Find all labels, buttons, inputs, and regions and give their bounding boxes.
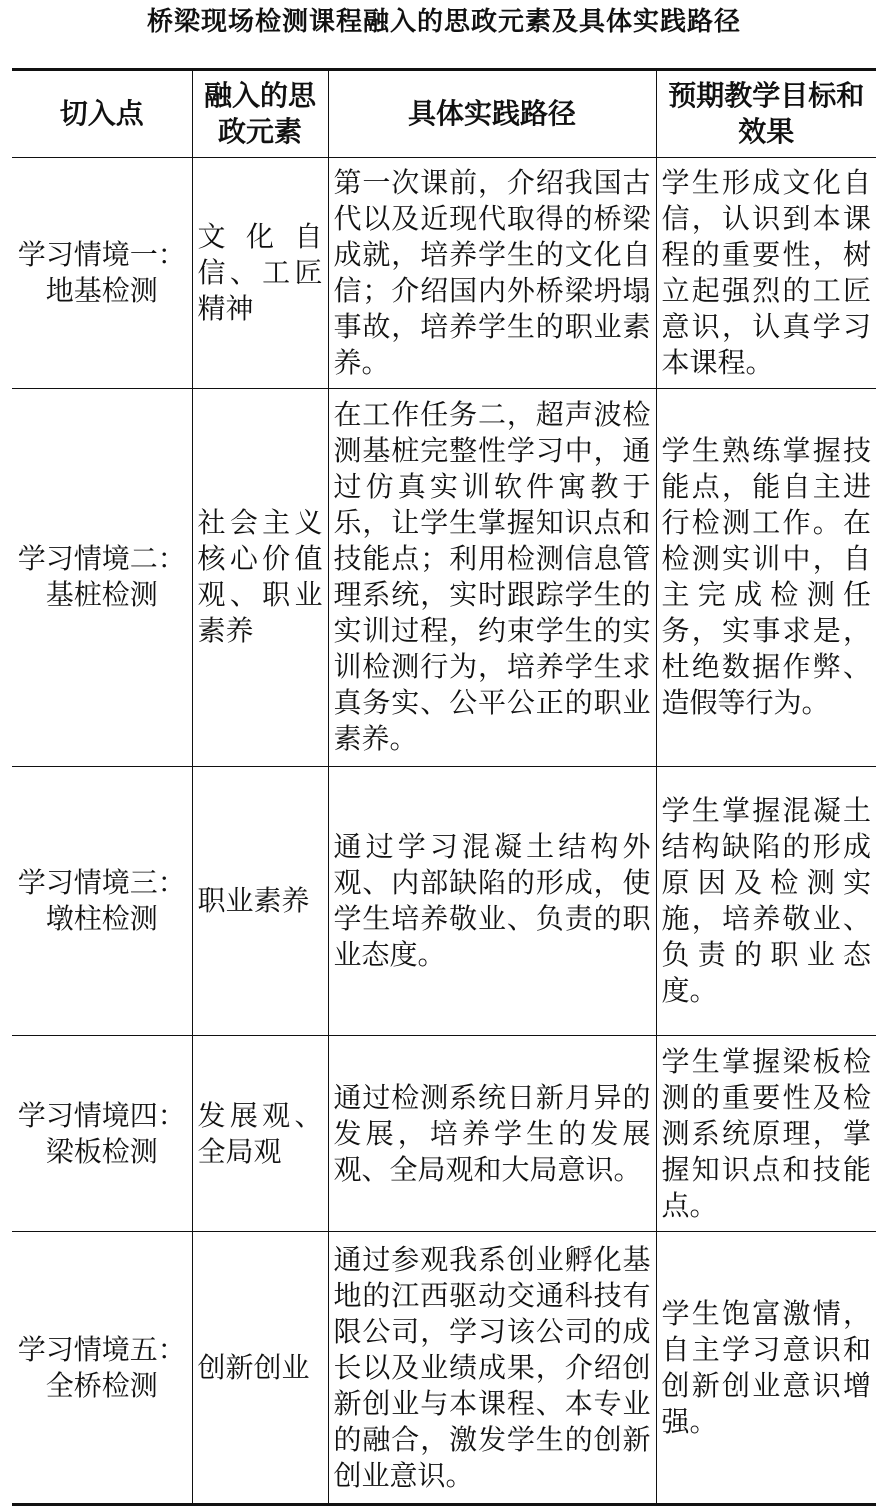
practice-path-cell: 第一次课前，介绍我国古代以及近现代取得的桥梁成就，培养学生的文化自信；介绍国内外桥梁坍塌事故，培养学生的职业素养。 [328, 158, 656, 389]
entry-point-cell: 学习情境三：墩柱检测 [12, 767, 192, 1036]
ideological-element-cell: 发展观、全局观 [192, 1035, 328, 1231]
header-practice-path: 具体实践路径 [328, 70, 656, 158]
ideological-element-cell: 创新创业 [192, 1232, 328, 1505]
table-title: 桥梁现场检测课程融入的思政元素及具体实践路径 [146, 7, 741, 37]
entry-point-cell: 学习情境二：基桩检测 [12, 388, 192, 767]
practice-path-cell: 通过检测系统日新月异的发展，培养学生的发展观、全局观和大局意识。 [328, 1035, 656, 1231]
table-row [12, 1232, 876, 1505]
practice-path-cell: 通过学习混凝土结构外观、内部缺陷的形成，使学生培养敬业、负责的职业态度。 [328, 767, 656, 1036]
expected-goal-cell: 学生掌握梁板检测的重要性及检测系统原理，掌握知识点和技能点。 [656, 1035, 876, 1231]
ideological-element-cell: 职业素养 [192, 767, 328, 1036]
expected-goal-cell: 学生形成文化自信，认识到本课程的重要性，树立起强烈的工匠意识，认真学习本课程。 [656, 158, 876, 389]
practice-path-cell: 通过参观我系创业孵化基地的江西驱动交通科技有限公司，学习该公司的成长以及业绩成果，介绍创新创业与本课程、本专业的融合，激发学生的创新创业意识。 [328, 1232, 656, 1505]
practice-path-cell: 在工作任务二，超声波检测基桩完整性学习中，通过仿真实训软件寓教于乐，让学生掌握知识点和技能点；利用检测信息管理系统，实时跟踪学生的实训过程，约束学生的实训检测行为，培养学生求真务实、公平公正的职业素养。 [328, 388, 656, 767]
table-row [12, 1035, 876, 1231]
table-row [12, 388, 876, 767]
header-expected-goal: 预期教学目标和效果 [656, 70, 876, 158]
ideological-element-cell: 文化自信、工匠精神 [192, 158, 328, 389]
ideological-element-cell: 社会主义核心价值观、职业素养 [192, 388, 328, 767]
header-entry-point: 切入点 [12, 70, 192, 158]
entry-point-cell: 学习情境四：梁板检测 [12, 1035, 192, 1231]
table-row [12, 158, 876, 389]
expected-goal-cell: 学生熟练掌握技能点，能自主进行检测工作。在检测实训中，自主完成检测任务，实事求是，杜绝数据作弊、造假等行为。 [656, 388, 876, 767]
entry-point-cell: 学习情境一：地基检测 [12, 158, 192, 389]
expected-goal-cell: 学生饱富激情，自主学习意识和创新创业意识增强。 [656, 1232, 876, 1505]
expected-goal-cell: 学生掌握混凝土结构缺陷的形成原因及检测实施，培养敬业、负责的职业态度。 [656, 767, 876, 1036]
header-row [12, 70, 876, 158]
content-table [12, 68, 876, 1506]
header-ideological-element: 融入的思政元素 [192, 70, 328, 158]
entry-point-cell: 学习情境五：全桥检测 [12, 1232, 192, 1505]
table-row [12, 767, 876, 1036]
